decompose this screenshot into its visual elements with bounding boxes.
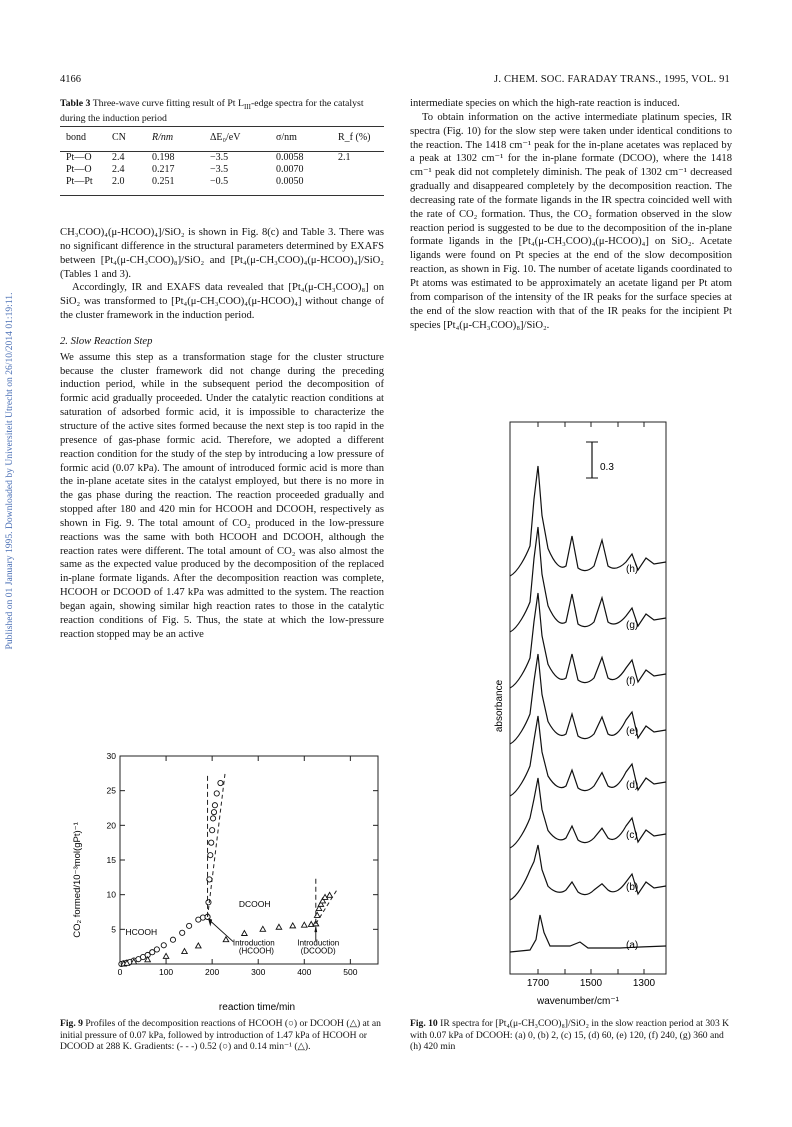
fig9-point-hcooh bbox=[209, 840, 214, 845]
fig10-spectrum-curve bbox=[510, 845, 666, 900]
fig9-xtick-label: 400 bbox=[297, 967, 312, 977]
table3-cell: 2.1 bbox=[338, 151, 351, 163]
fig9-point-hcooh bbox=[211, 810, 216, 815]
fig9-point-dcooh bbox=[301, 922, 307, 927]
fig9-chart bbox=[60, 748, 390, 1016]
fig10-xtick: 1700 bbox=[526, 978, 550, 989]
fig9-point-hcooh bbox=[210, 828, 215, 833]
fig9-label-intro1-sub: (HCOOH) bbox=[238, 946, 274, 956]
table3-rule-bottom bbox=[60, 195, 384, 196]
fig9-label-hcooh: HCOOH bbox=[125, 926, 158, 937]
fig10-xlabel: wavenumber/cm⁻¹ bbox=[537, 996, 619, 1007]
fig9-point-dcooh bbox=[290, 923, 296, 928]
fig10-curve-label: (h) bbox=[626, 564, 639, 575]
left-paragraph-2: Accordingly, IR and EXAFS data revealed that [Pt₄(μ-CH₃COO)₈] on SiO₂ was transformed to [Pt₄(μ-CH₃COO)₄(μ-HCOO)₄] without change of the cluster framework in the induction period. bbox=[60, 282, 384, 322]
table3-caption-rest: -edge spectra for the catalyst during the induction period bbox=[60, 98, 364, 124]
table3-cell: −3.5 bbox=[210, 163, 229, 175]
table3-caption-text: Three-wave curve fitting result of Pt L bbox=[92, 98, 244, 109]
fig9-plot-frame bbox=[120, 756, 378, 964]
fig10-curve-label: (d) bbox=[626, 780, 639, 791]
left-paragraph-3: We assume this step as a transformation stage for the cluster structure because the cluster framework did not change during the preceding induction period, while in the subsequent period the decomposition of formic acid gradually proceeded. Under the catalytic reaction conditions at saturation of adsorbed formic acid, it is impossible to characterize the structure of the active sites formed because the next step is too rapid in the presence of gas-phase formic acid. Therefore, we adopted a different reaction condition for the study of the step by introducing a low pressure of formic acid (0.07 kPa). The amount of introduced formic acid is more than the in-plane acetate sites in the catalyst employed, but there is no more in the gas phase during the reaction. The reaction proceeded gradually and stopped after 180 and 420 min for HCOOH and DCOOH, respectively as shown in Fig. 9. The total amount of CO₂ produced in the low-pressure reactions was the same with both HCOOH and DCOOH, although the reaction rates were different. The total amount of CO₂ was also almost the same as the expected value produced by the decomposition of the replaced in-plane formate ligands. After the decomposition reaction was complete, HCOOH or DCOOD of 1.47 kPa was admitted to the system. The reaction began again, showing similar high reaction rates to those in the catalytic reaction conditions of Fig. 5. Thus, the state at which the low-pressure reaction stopped may be an active bbox=[60, 351, 384, 640]
fig9-xtick-label: 500 bbox=[343, 967, 358, 977]
fig9-ytick-label: 20 bbox=[106, 820, 116, 831]
fig9-point-dcooh bbox=[314, 912, 320, 917]
fig9-annotations bbox=[126, 773, 340, 955]
fig10-curve-label: (b) bbox=[626, 882, 639, 893]
table3-header-row bbox=[60, 131, 384, 143]
table3-header: R_f (%) bbox=[338, 131, 371, 143]
left-paragraph-1: CH₃COO)₄(μ-HCOO)₄]/SiO₂ is shown in Fig. 8(c) and Table 3. There was no significant difference in the structural parameters determined by EXAFS between [Pt₄(μ-CH₃COO)₈]/SiO₂ and [Pt₄(μ-CH₃COO)₄(μ-HCOO)₄]/SiO₂ (Tables 1 and 3). bbox=[60, 227, 384, 280]
fig10-caption bbox=[410, 1018, 732, 1053]
fig9-point-dcooh bbox=[163, 953, 169, 958]
table3-caption bbox=[60, 98, 382, 125]
fig9-point-dcooh bbox=[327, 892, 333, 897]
table3-caption-sub: III bbox=[243, 102, 251, 111]
table3-header: R/nm bbox=[152, 131, 174, 143]
table3-cell bbox=[338, 175, 384, 187]
table3-cell: 0.251 bbox=[152, 175, 175, 187]
fig9-point-hcooh bbox=[210, 816, 215, 821]
table3-header: σ/nm bbox=[276, 131, 297, 143]
fig9-xtick-label: 200 bbox=[205, 967, 220, 977]
table3-cell: 0.0058 bbox=[276, 151, 304, 163]
fig9-point-hcooh bbox=[214, 791, 219, 796]
fig10-xtick: 1300 bbox=[632, 978, 656, 989]
fig9-point-hcooh bbox=[218, 780, 223, 785]
fig10-spectrum-curve bbox=[510, 593, 666, 688]
table3-cell: 2.4 bbox=[112, 151, 125, 163]
table3-cell: Pt—Pt bbox=[66, 175, 93, 187]
fig9-arrow-intro1 bbox=[209, 920, 233, 942]
journal-header: J. CHEM. SOC. FARADAY TRANS., 1995, VOL. 91 bbox=[494, 74, 730, 85]
fig9-ytick-label: 15 bbox=[106, 855, 116, 865]
fig9-caption bbox=[60, 1018, 382, 1053]
fig9-caption-text: Profiles of the decomposition reactions of HCOOH (○) or DCOOH (△) at an initial pressure of 0.07 kPa, followed by introduction of 1.47 kPa of HCOOH or DCOOD at 288 K. Gradients: (- - -) 0.52 (○) and 0.14 min⁻¹ (△). bbox=[60, 1018, 381, 1052]
table3-cell: 0.0050 bbox=[276, 175, 304, 187]
table3-cell: −0.5 bbox=[210, 175, 229, 187]
table3-cell: Pt—O bbox=[66, 151, 92, 163]
fig10-scale-label: 0.3 bbox=[600, 462, 614, 473]
fig10-curves bbox=[510, 466, 666, 952]
fig9-point-dcooh bbox=[276, 924, 282, 929]
right-column bbox=[410, 97, 732, 332]
fig9-label-intro1: Introduction bbox=[232, 938, 275, 948]
table3-cell: 0.198 bbox=[152, 151, 175, 163]
fig10-caption-text: IR spectra for [Pt₄(μ-CH₃COO)₈]/SiO₂ in the slow reaction period at 303 K with 0.07 kPa of DCOOH: (a) 0, (b) 2, (c) 15, (d) 60, (e) 120, (f) 240, (g) 360 and (h) 420 min bbox=[410, 1018, 730, 1052]
fig10-spectrum-curve bbox=[510, 778, 666, 848]
fig10-spectrum-curve bbox=[510, 716, 666, 796]
fig10-curve-label: (e) bbox=[626, 726, 639, 737]
fig9-xtick-label: 100 bbox=[158, 967, 174, 977]
fig9-ytick-label: 5 bbox=[111, 924, 116, 935]
table-row bbox=[60, 175, 384, 187]
fig9-label-intro2: Introduction bbox=[297, 938, 340, 948]
fig9-point-dcooh bbox=[242, 930, 248, 935]
fig9-xlabel: reaction time/min bbox=[218, 1002, 296, 1013]
table3-cell: 2.4 bbox=[112, 163, 125, 175]
right-paragraph-2: To obtain information on the active intermediate platinum species, IR spectra (Fig. 10) for the slow step were taken under identical conditions to the reaction. The 1418 cm⁻¹ peak for the in-plane acetates was replaced by a peak at 1302 cm⁻¹ for the in-plane formate (DCOO), where the 1418 cm⁻¹ peak did not completely diminish. The peak of 1302 cm⁻¹ decreased gradually and disappeared completely by the decomposition reaction. The decreasing rate of the formate ligands in the IR spectra coincided well with the rate of CO₂ formation. Thus, the CO₂ formation observed in the slow reaction period is suggested to be due to the decomposition of the in-plane formate ligands in the [Pt₄(μ-CH₃COO)₄(μ-HCOO)₄] on SiO₂. Acetate ligands were found on Pt species at the end of the slow decomposition reaction, as shown in Fig. 10. The number of acetate ligands coordinated to Pt atoms was estimated to be approximately an acetate ligand per Pt atom from comparison of the intensity of the IR peaks for the surface species at the end of the slow reaction with that of the IR peaks for the incipient Pt species [Pt₄(μ-CH₃COO)₈]/SiO₂. bbox=[410, 111, 732, 331]
table3-cell bbox=[338, 163, 384, 175]
fig10-spectrum-curve bbox=[510, 654, 666, 744]
page-number: 4166 bbox=[60, 74, 81, 85]
fig9-point-dcooh bbox=[260, 926, 266, 931]
table-row bbox=[60, 151, 384, 163]
table3 bbox=[60, 131, 384, 187]
fig10-curve-label: (g) bbox=[626, 620, 639, 631]
fig10-label: Fig. 10 bbox=[410, 1018, 438, 1029]
fig9-point-hcooh bbox=[180, 930, 185, 935]
left-column bbox=[60, 226, 384, 641]
fig9-label-dcooh: DCOOH bbox=[238, 899, 271, 910]
fig9-ytick-label: 25 bbox=[106, 785, 116, 796]
fig9-ylabel: CO₂ formed/10⁻³mol(gPt)⁻¹ bbox=[72, 822, 83, 938]
table3-cell: 0.217 bbox=[152, 163, 175, 175]
fig10-curve-label: (f) bbox=[626, 676, 636, 687]
fig9-point-dcooh bbox=[182, 949, 188, 954]
fig10-curve-label: (a) bbox=[626, 940, 639, 951]
fig10-chart bbox=[470, 418, 670, 1010]
fig9-point-hcooh bbox=[161, 943, 166, 948]
fig10-xtick: 1500 bbox=[579, 978, 603, 989]
fig10-curve-label: (c) bbox=[626, 830, 638, 841]
fig9-point-hcooh bbox=[154, 947, 159, 952]
table3-label: Table 3 bbox=[60, 98, 91, 109]
fig9-label: Fig. 9 bbox=[60, 1018, 83, 1029]
table3-cell: 0.0070 bbox=[276, 163, 304, 175]
fig9-point-hcooh bbox=[170, 937, 175, 942]
table3-cell: 2.0 bbox=[112, 175, 125, 187]
right-paragraph-1: intermediate species on which the high-rate reaction is induced. bbox=[410, 98, 680, 109]
fig9-point-hcooh bbox=[206, 900, 211, 905]
fig9-point-dcooh bbox=[196, 943, 202, 948]
fig9-point-hcooh bbox=[187, 923, 192, 928]
fig10-spectrum-curve bbox=[510, 915, 666, 952]
section-title: 2. Slow Reaction Step bbox=[60, 335, 153, 347]
fig9-ytick-label: 10 bbox=[106, 889, 116, 900]
download-sidebar-note: Published on 01 January 1995. Downloaded by Universiteit Utrecht on 26/10/2014 01:19:11. bbox=[4, 292, 15, 650]
fig10-spectrum-curve bbox=[510, 527, 666, 632]
table-row bbox=[60, 163, 384, 175]
table3-rule-top bbox=[60, 126, 384, 127]
table3-header: ΔE₀/eV bbox=[210, 131, 241, 143]
fig9-xtick-label: 300 bbox=[251, 967, 266, 977]
table3-header: bond bbox=[66, 131, 86, 143]
fig9-point-hcooh bbox=[208, 853, 213, 858]
fig9-ytick-label: 30 bbox=[106, 751, 116, 761]
table3-cell: −3.5 bbox=[210, 151, 229, 163]
fig9-xtick-label: 0 bbox=[117, 967, 123, 977]
fig9-label-intro2-sub: (DCOOD) bbox=[300, 946, 336, 956]
table3-header: CN bbox=[112, 131, 126, 143]
table3-cell: Pt—O bbox=[66, 163, 92, 175]
fig10-ylabel: absorbance bbox=[494, 679, 505, 733]
fig9-point-hcooh bbox=[212, 803, 217, 808]
